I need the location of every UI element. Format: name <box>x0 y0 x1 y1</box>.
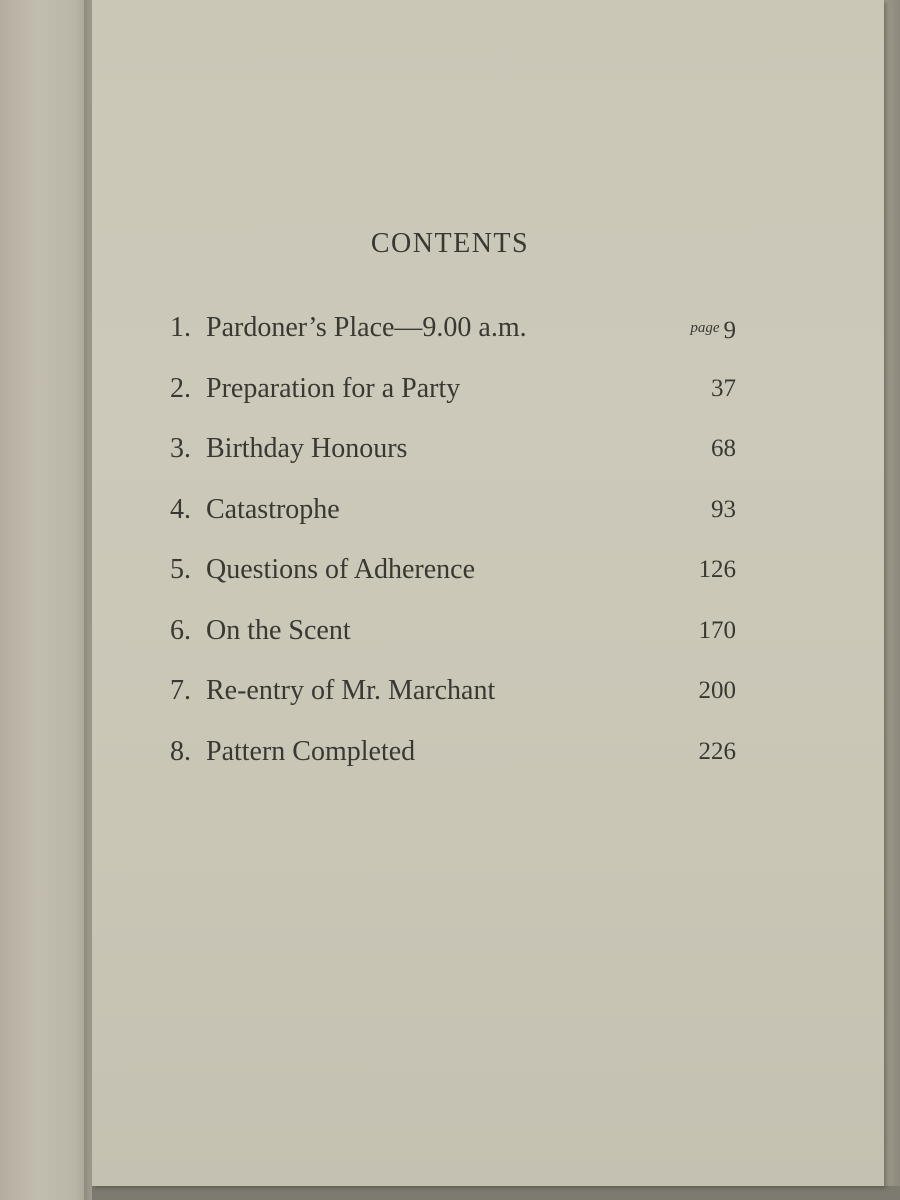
chapter-title: Preparation for a Party <box>206 372 461 404</box>
chapter-title: Pattern Completed <box>206 735 416 767</box>
chapter-number: 4. <box>170 493 191 525</box>
chapter-page-number: 93 <box>711 495 736 523</box>
chapter-number: 7. <box>170 675 191 706</box>
chapter-number: 1. <box>170 312 191 343</box>
contents-entry-7 <box>170 671 736 732</box>
chapter-title: Re-entry of Mr. Marchant <box>206 675 496 706</box>
chapter-page-number: 9 <box>723 317 736 344</box>
contents-entry-8 <box>170 732 736 793</box>
chapter-title: Questions of Adherence <box>206 554 476 585</box>
chapter-page-number: 126 <box>698 556 736 583</box>
contents-entry-4 <box>170 490 736 551</box>
contents-entry-2 <box>170 369 736 430</box>
chapter-title: Catastrophe <box>206 493 340 525</box>
page-edge <box>884 0 900 1200</box>
chapter-title: On the Scent <box>206 614 351 646</box>
book-cover-edge <box>92 1186 900 1200</box>
contents-entry-6 <box>170 611 736 672</box>
chapter-title: Pardoner’s Place—9.00 a.m. <box>206 312 527 343</box>
page-word-label: page <box>690 320 720 336</box>
chapter-page-number: 226 <box>698 737 736 765</box>
chapter-number: 6. <box>170 614 191 646</box>
chapter-number: 8. <box>170 735 191 767</box>
chapter-number: 3. <box>170 433 191 464</box>
contents-entry-3 <box>170 429 736 490</box>
contents-entry-5 <box>170 550 736 611</box>
contents-heading: CONTENTS <box>370 228 530 259</box>
contents-list <box>170 308 736 792</box>
contents-entry-1 <box>170 308 736 369</box>
chapter-page <box>690 308 736 351</box>
chapter-number: 2. <box>170 372 191 404</box>
chapter-number: 5. <box>170 554 191 585</box>
chapter-page-number: 37 <box>711 374 736 402</box>
facing-page <box>0 0 88 1200</box>
chapter-title: Birthday Honours <box>206 433 408 464</box>
chapter-page-number: 68 <box>711 435 736 462</box>
chapter-page-number: 170 <box>698 616 736 644</box>
chapter-page-number: 200 <box>698 677 736 704</box>
